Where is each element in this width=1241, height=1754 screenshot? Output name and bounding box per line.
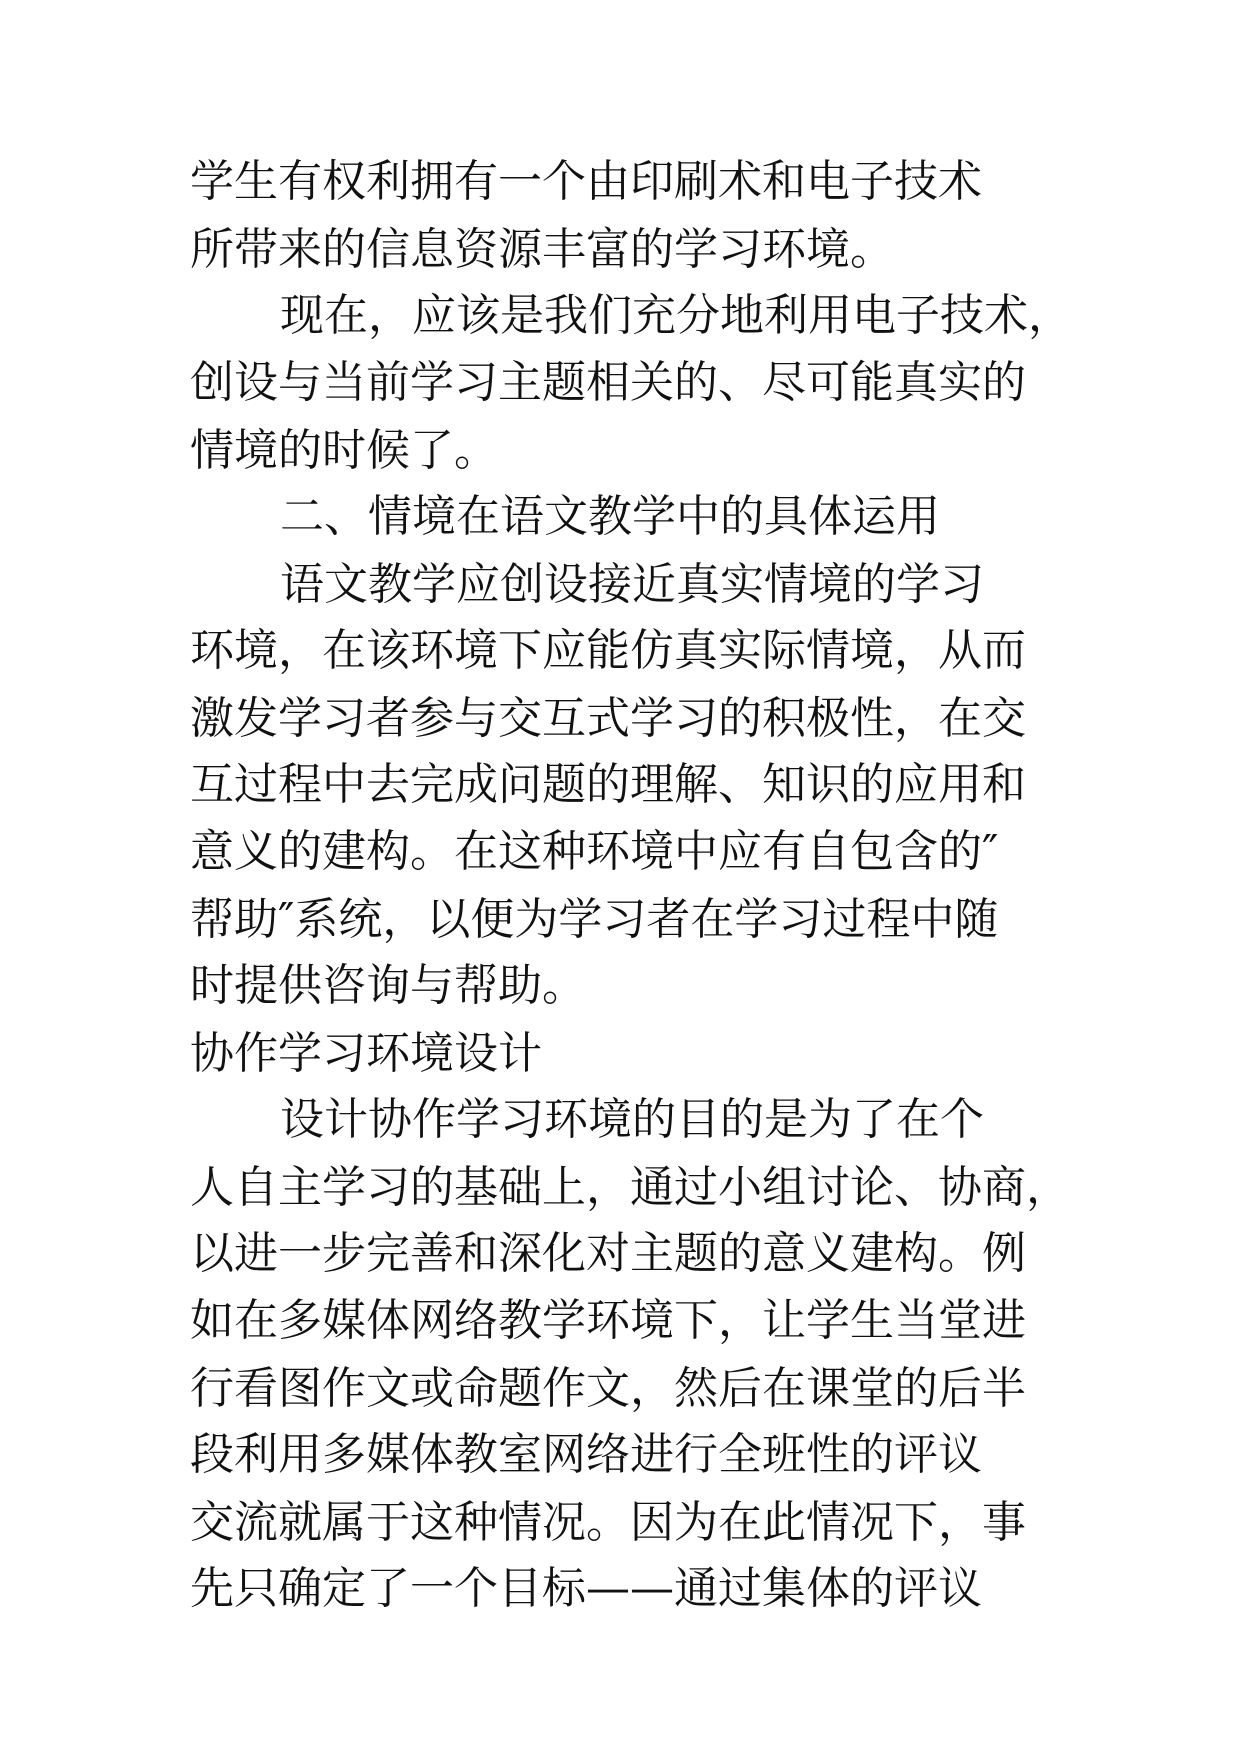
text-line-21: 交流就属于这种情况。因为在此情况下，事 xyxy=(190,1497,1026,1548)
text-line-1: 学生有权利拥有一个由印刷术和电子技术 xyxy=(190,156,982,207)
text-line-7: 语文教学应创设接近真实情境的学习 xyxy=(280,559,984,610)
text-line-2: 所带来的信息资源丰富的学习环境。 xyxy=(190,224,894,275)
text-line-22: 先只确定了一个目标——通过集体的评议 xyxy=(190,1563,982,1614)
text-line-15: 设计协作学习环境的目的是为了在个 xyxy=(280,1094,984,1145)
text-line-5: 情境的时候了。 xyxy=(190,425,498,476)
text-line-16: 人自主学习的基础上，通过小组讨论、协商， xyxy=(190,1162,1070,1213)
text-line-3: 现在，应该是我们充分地利用电子技术， xyxy=(280,290,1072,341)
text-line-9: 激发学习者参与交互式学习的积极性，在交 xyxy=(190,693,1026,744)
subsection-heading: 协作学习环境设计 xyxy=(190,1028,542,1079)
text-line-10: 互过程中去完成问题的理解、知识的应用和 xyxy=(190,759,1026,810)
text-line-12: 帮助″系统，以便为学习者在学习过程中随 xyxy=(190,894,999,945)
text-line-11: 意义的建构。在这种环境中应有自包含的″ xyxy=(190,826,999,877)
section-heading: 二、情境在语文教学中的具体运用 xyxy=(280,491,940,542)
text-line-19: 行看图作文或命题作文，然后在课堂的后半 xyxy=(190,1363,1026,1414)
text-line-17: 以进一步完善和深化对主题的意义建构。例 xyxy=(190,1228,1026,1279)
text-line-4: 创设与当前学习主题相关的、尽可能真实的 xyxy=(190,357,1026,408)
text-line-18: 如在多媒体网络教学环境下，让学生当堂进 xyxy=(190,1295,1026,1346)
text-line-8: 环境，在该环境下应能仿真实际情境，从而 xyxy=(190,625,1026,676)
text-line-13: 时提供咨询与帮助。 xyxy=(190,960,586,1011)
text-line-20: 段利用多媒体教室网络进行全班性的评议 xyxy=(190,1429,982,1480)
